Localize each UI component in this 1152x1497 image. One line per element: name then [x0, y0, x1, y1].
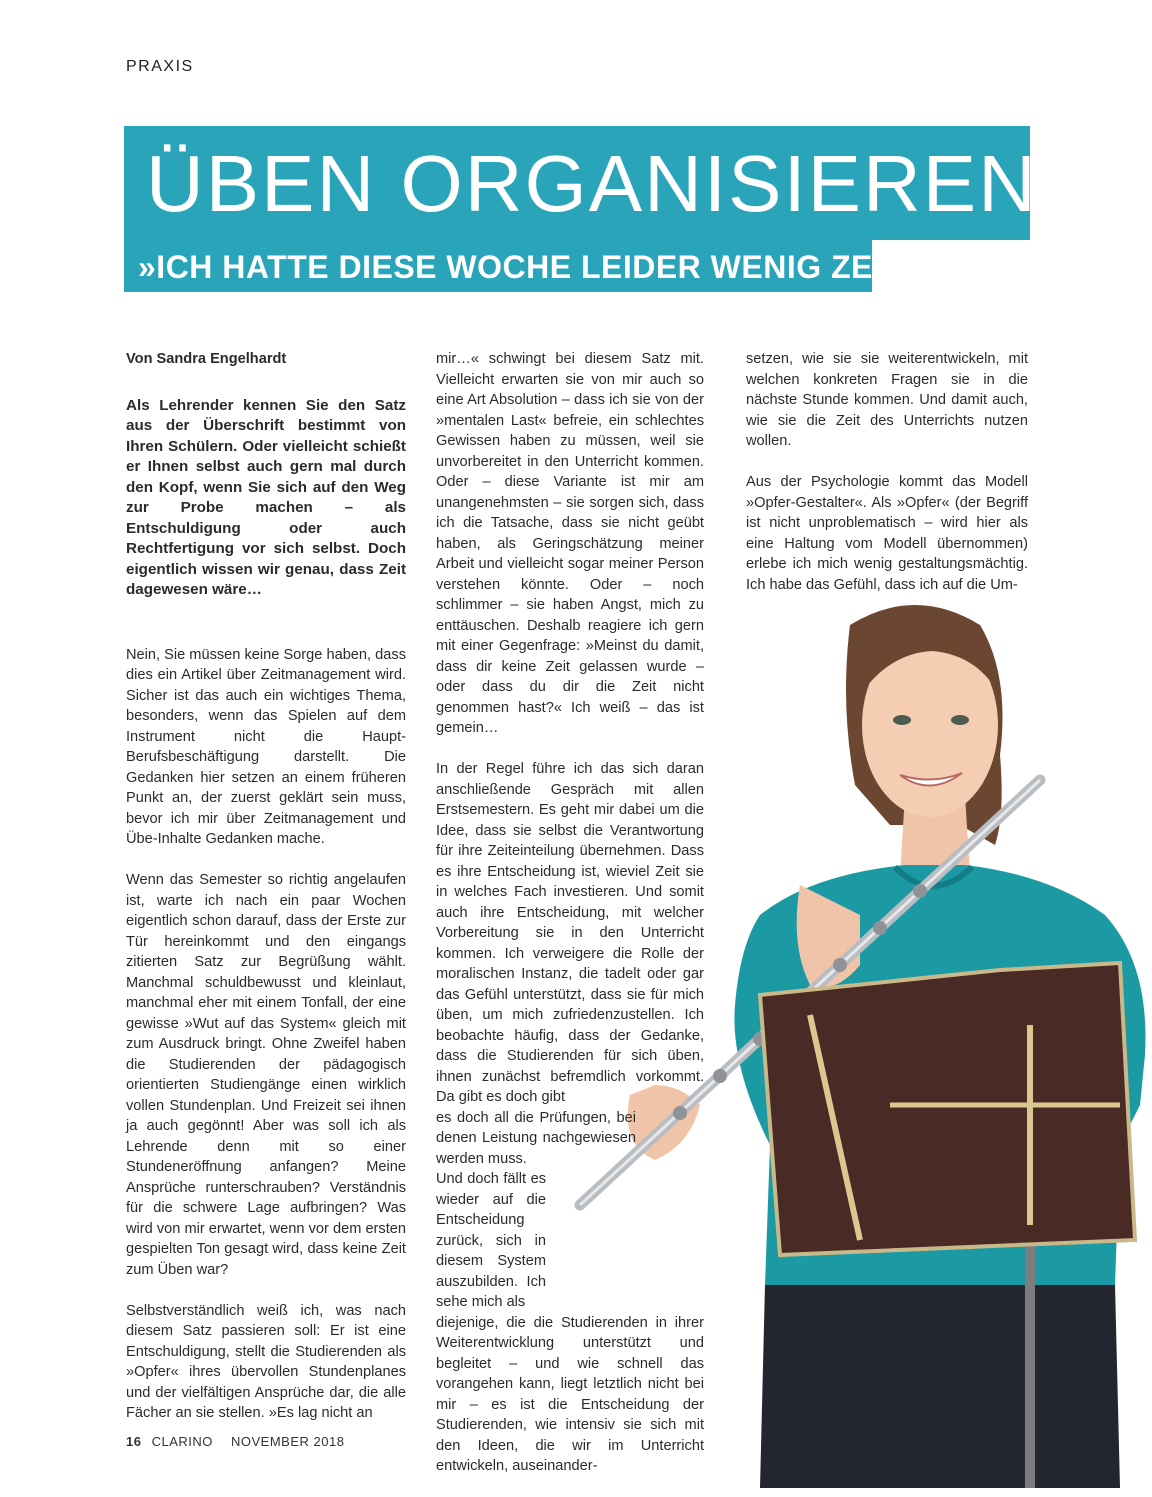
issue-date: NOVEMBER 2018 — [231, 1434, 345, 1449]
section-label: PRAXIS — [126, 58, 194, 75]
paragraph: Selbstverständlich weiß ich, was nach diesem Satz passieren soll: Er ist eine Entschuldigung, stellt die Studierenden als »Opfer« ihres übervollen Stundenplanes und der vielfältigen Ansprüche dar, die alle Fächer an sie stellen. »Es lag nicht an — [126, 1302, 406, 1421]
page-number: 16 — [126, 1434, 142, 1449]
page-title: ÜBEN ORGANISIEREN — [146, 139, 1038, 228]
magazine-name: CLARINO — [151, 1434, 213, 1449]
paragraph: Nein, Sie müssen keine Sorge haben, dass dies ein Artikel über Zeitmanagement wird. Sicher ist das auch ein wichtiges Thema, besonders, wenn das Spielen auf dem Instrument nicht die Haupt-Berufsbeschäftigung darstellt. Die Gedanken hier setzen an einem früheren Punkt an, der zuerst geklärt sein muss, bevor ich mir über Zeitmanagement und Übe-Inhalte Gedanken mache. — [126, 646, 406, 847]
paragraph: In der Regel führe ich das sich daran anschließende Gespräch mit allen Erstsemestern. Es geht mir dabei um die Idee, dass sie selbst die Verantwortung für ihre Zeiteinteilung übernehmen. Dass es ihre Entscheidung ist, wieviel Zeit sie in welches Fach investieren. Und somit auch ihre Entscheidung, mit welcher Vorbereitung sie in den Unterricht kommen. Ich verweigere die Rolle der moralischen Instanz, die tadelt oder gar das Gefühl unterstützt, dass sie für mich üben, um mich zufriedenzustellen. Ich beobachte häufig, dass der Gedanke, dass die Studierenden für sich üben, ihnen zunächst befremdlich vorkommt. Da gibt es doch gibt — [436, 761, 704, 1105]
jeans — [760, 1285, 1120, 1488]
paragraph: setzen, wie sie sie weiterentwickeln, mit welchen konkreten Fragen sie in die nächste Stunde kommen. Und damit auch, wie sie die Zeit des Unterrichts nutzen wollen. — [746, 351, 1028, 449]
paragraph: Aus der Psychologie kommt das Modell »Opfer-Gestalter«. Als »Opfer« (der Begriff ist nicht unproblematisch – wird hier als eine Haltung vom Modell übernommen) erlebe ich mich wenig gestaltungsmächtig. Ich habe das Gefühl, dass ich auf die Um- — [746, 474, 1028, 593]
article-column-2 — [436, 349, 704, 1497]
paragraph-wrap: es doch all die Prüfungen, bei denen Leistung nachgewiesen werden muss. — [436, 1109, 636, 1167]
article-column-3 — [746, 349, 1028, 616]
article-column-1 — [126, 349, 406, 1444]
page-footer — [126, 1434, 344, 1449]
page-subtitle: »ICH HATTE DIESE WOCHE LEIDER WENIG ZEIT…« — [138, 249, 954, 285]
paragraph: diejenige, die die Studierenden in ihrer Weiterentwicklung unterstützt und begleitet – und wie schnell das vorangehen kann, liegt letztlich nicht bei mir – es ist die Entscheidung der Studierenden, wie intensiv sie sich mit den Ideen, die wir im Unterricht entwickeln, auseinander- — [436, 1314, 704, 1474]
lead-paragraph: Als Lehrender kennen Sie den Satz aus der Überschrift bestimmt von Ihren Schülern. Oder vielleicht schießt er Ihnen selbst auch gern mal durch den Kopf, wenn Sie sich auf den Weg zur Probe machen – als Entschuldigung oder auch Rechtfertigung vor sich selbst. Doch eigentlich wissen wir genau, dass Zeit dagewesen wäre… — [126, 396, 406, 598]
paragraph-wrap: Und doch fällt es wieder auf die Entscheidung zurück, sich in diesem System auszubilden. Ich sehe mich als — [436, 1171, 546, 1310]
music-stand — [760, 963, 1135, 1255]
byline: Von Sandra Engelhardt — [126, 351, 287, 367]
paragraph: Wenn das Semester so richtig angelaufen ist, warte ich nach ein paar Wochen eigentlich schon darauf, dass der Erste zur Tür hereinkommt und den eingangs zitierten Satz zur Begrüßung wählt. Manchmal schuldbewusst und kleinlaut, manchmal eher mit einem Tonfall, der eine gewisse »Wut auf das System« gleich mit zum Ausdruck bringt. Ohne Zweifel haben die Studierenden der pädagogisch orientierten Studiengänge einen wirklich vollen Stundenplan. Und Freizeit sei ihnen ja auch gegönnt! Aber was soll ich als Lehrende denn mit so einer Stundeneröffnung anfangen? Meine Ansprüche runterschrauben? Verständnis für die schwere Lage aufbringen? Was wird von mir erwartet, wenn vor dem ersten gespielten Ton gesagt wird, dass keine Zeit zum Üben war? — [126, 872, 406, 1278]
paragraph: mir…« schwingt bei diesem Satz mit. Vielleicht erwarten sie von mir auch so eine Art Absolution – dass ich sie von der »mentalen Last« befreie, ein schlechtes Gewissen haben zu müssen, weil sie unvorbereitet in den Unterricht kommen. Oder – diese Variante ist mir am unangenehmsten – sie sorgen sich, dass ich die Tatsache, dass sie nicht geübt haben, als Geringschätzung meiner Arbeit und vielleicht sogar meiner Person verstehen könnte. Oder – noch schlimmer – sie haben Angst, mich zu enttäuschen. Deshalb reagiere ich gern mit einer Gegenfrage: »Meinst du damit, dass dir keine Zeit gelassen wurde – oder dass du dir die Zeit nicht genommen hast?« Ich weiß – das ist gemein… — [436, 351, 704, 736]
